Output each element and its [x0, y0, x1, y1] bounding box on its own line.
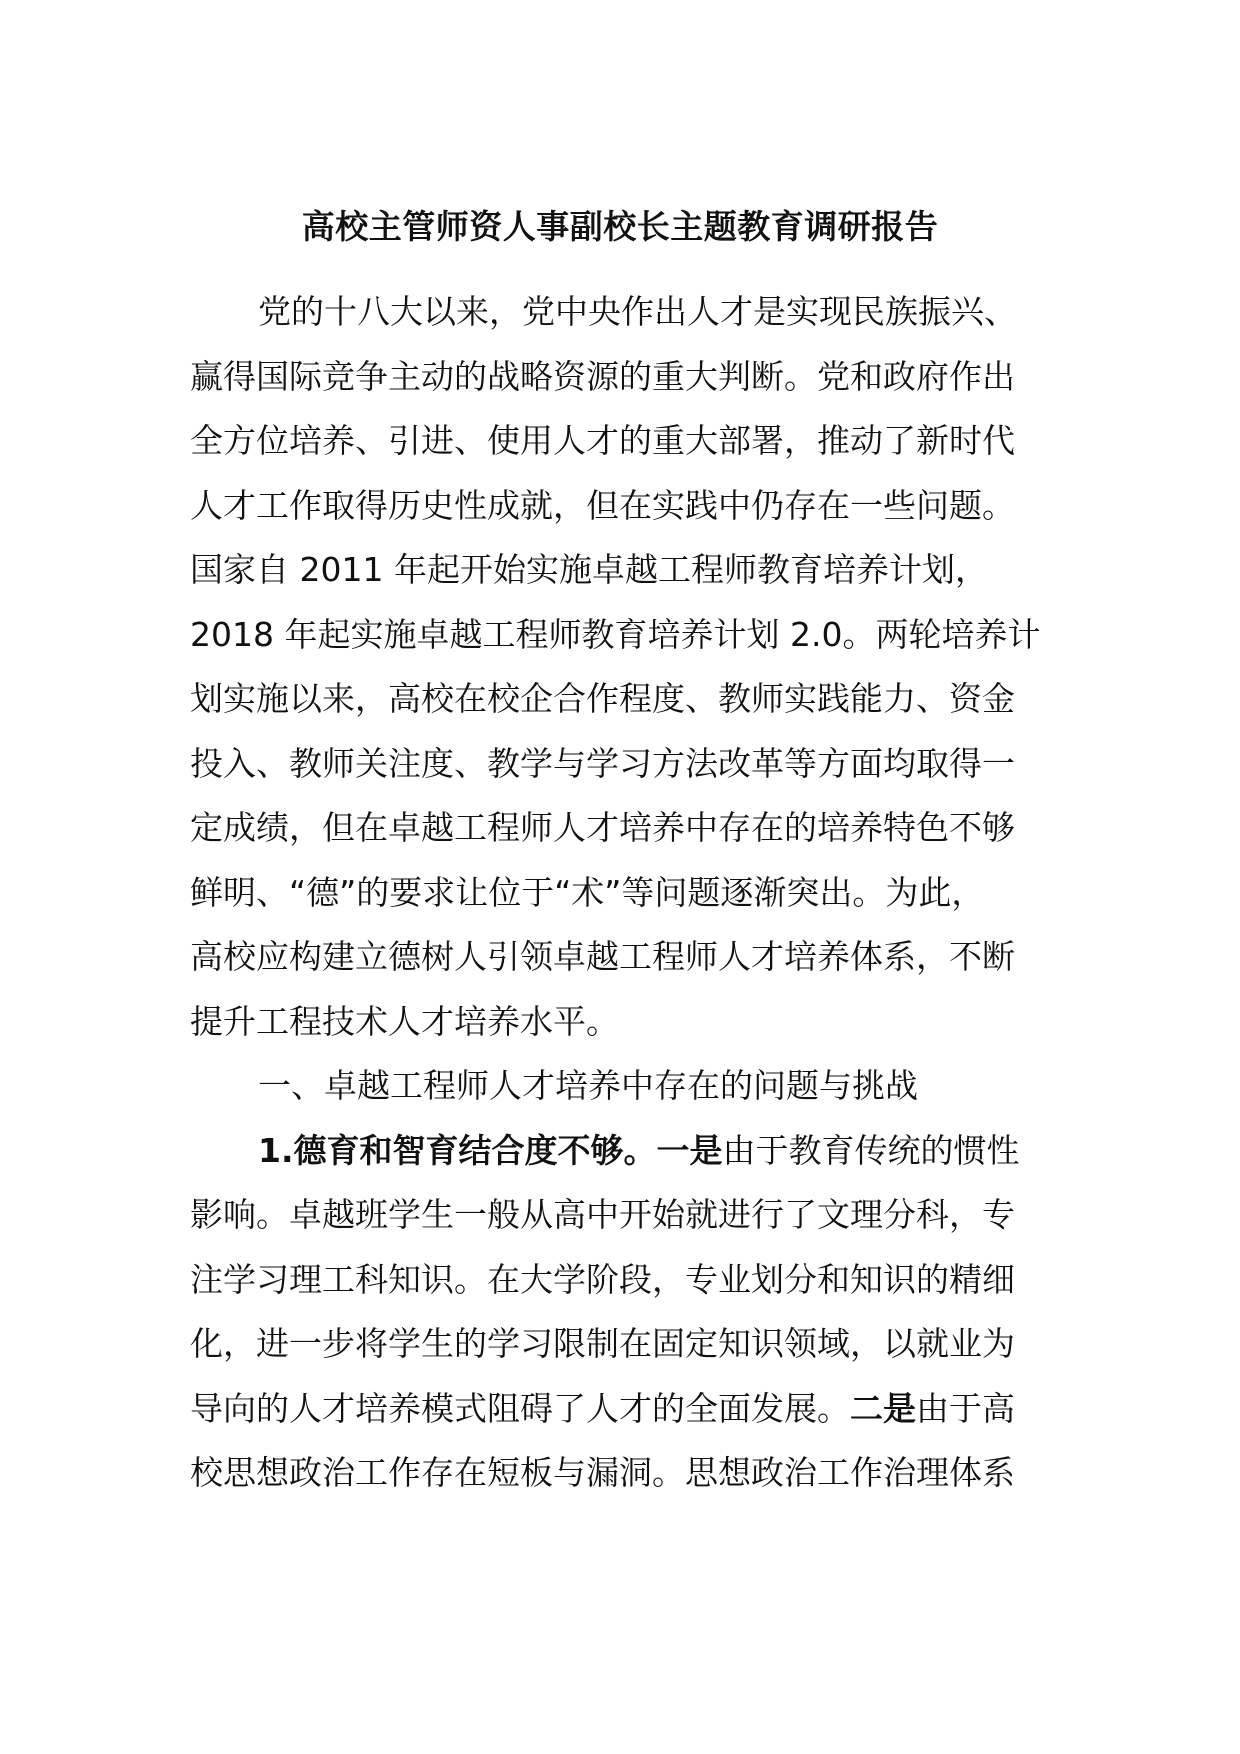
paragraph-line: 定成绩，但在卓越工程师人才培养中存在的培养特色不够 — [190, 808, 1015, 847]
paragraph-line: 2018 年起实施卓越工程师教育培养计划 2.0。两轮培养计 — [190, 614, 1041, 654]
document-title: 高校主管师资人事副校长主题教育调研报告 — [301, 207, 939, 246]
paragraph-line: 校思想政治工作存在短板与漏洞。思想政治工作治理体系 — [190, 1453, 1015, 1492]
paragraph-line: 国家自 2011 年起开始实施卓越工程师教育培养计划， — [190, 550, 988, 589]
paragraph-line: 注学习理工科知识。在大学阶段，专业划分和知识的精细 — [190, 1259, 1015, 1299]
point1-second-marker: 二是 — [850, 1388, 916, 1428]
point1-line-prefix: 导向的人才培养模式阻碍了人才的全面发展。 — [190, 1388, 850, 1428]
paragraph-line: 划实施以来，高校在校企合作程度、教师实践能力、资金 — [190, 679, 1015, 718]
intro-paragraph — [190, 280, 1060, 1054]
point1-heading: 1.德育和智育结合度不够。 — [258, 1130, 657, 1170]
paragraph-line: 党的十八大以来，党中央作出人才是实现民族振兴、 — [258, 292, 1017, 331]
paragraph-line — [190, 1377, 1060, 1442]
paragraph-line: 人才工作取得历史性成就，但在实践中仍存在一些问题。 — [190, 485, 1015, 525]
paragraph-line: 化，进一步将学生的学习限制在固定知识领域，以就业为 — [190, 1324, 1015, 1363]
paragraph-line: 提升工程技术人才培养水平。 — [190, 1001, 619, 1041]
point1-paragraph — [190, 1119, 1060, 1506]
document-body — [190, 280, 1060, 1506]
point1-line-suffix: 由于高 — [916, 1388, 1015, 1428]
point1-first-text: 由于教育传统的惯性 — [722, 1130, 1020, 1170]
paragraph-line: 影响。卓越班学生一般从高中开始就进行了文理分科，专 — [190, 1195, 1015, 1234]
section-heading — [190, 1054, 1060, 1119]
section-heading-text: 一、卓越工程师人才培养中存在的问题与挑战 — [258, 1066, 918, 1105]
paragraph-line: 高校应构建立德树人引领卓越工程师人才培养体系，不断 — [190, 937, 1015, 976]
point1-first-marker: 一是 — [656, 1130, 723, 1170]
paragraph-line: 投入、教师关注度、教学与学习方法改革等方面均取得一 — [190, 743, 1015, 783]
paragraph-line: 赢得国际竞争主动的战略资源的重大判断。党和政府作出 — [190, 356, 1015, 396]
paragraph-line — [190, 1119, 1060, 1184]
paragraph-line: 全方位培养、引进、使用人才的重大部署，推动了新时代 — [190, 421, 1015, 460]
paragraph-line: 鲜明、“德”的要求让位于“术”等问题逐渐突出。为此， — [190, 872, 985, 912]
